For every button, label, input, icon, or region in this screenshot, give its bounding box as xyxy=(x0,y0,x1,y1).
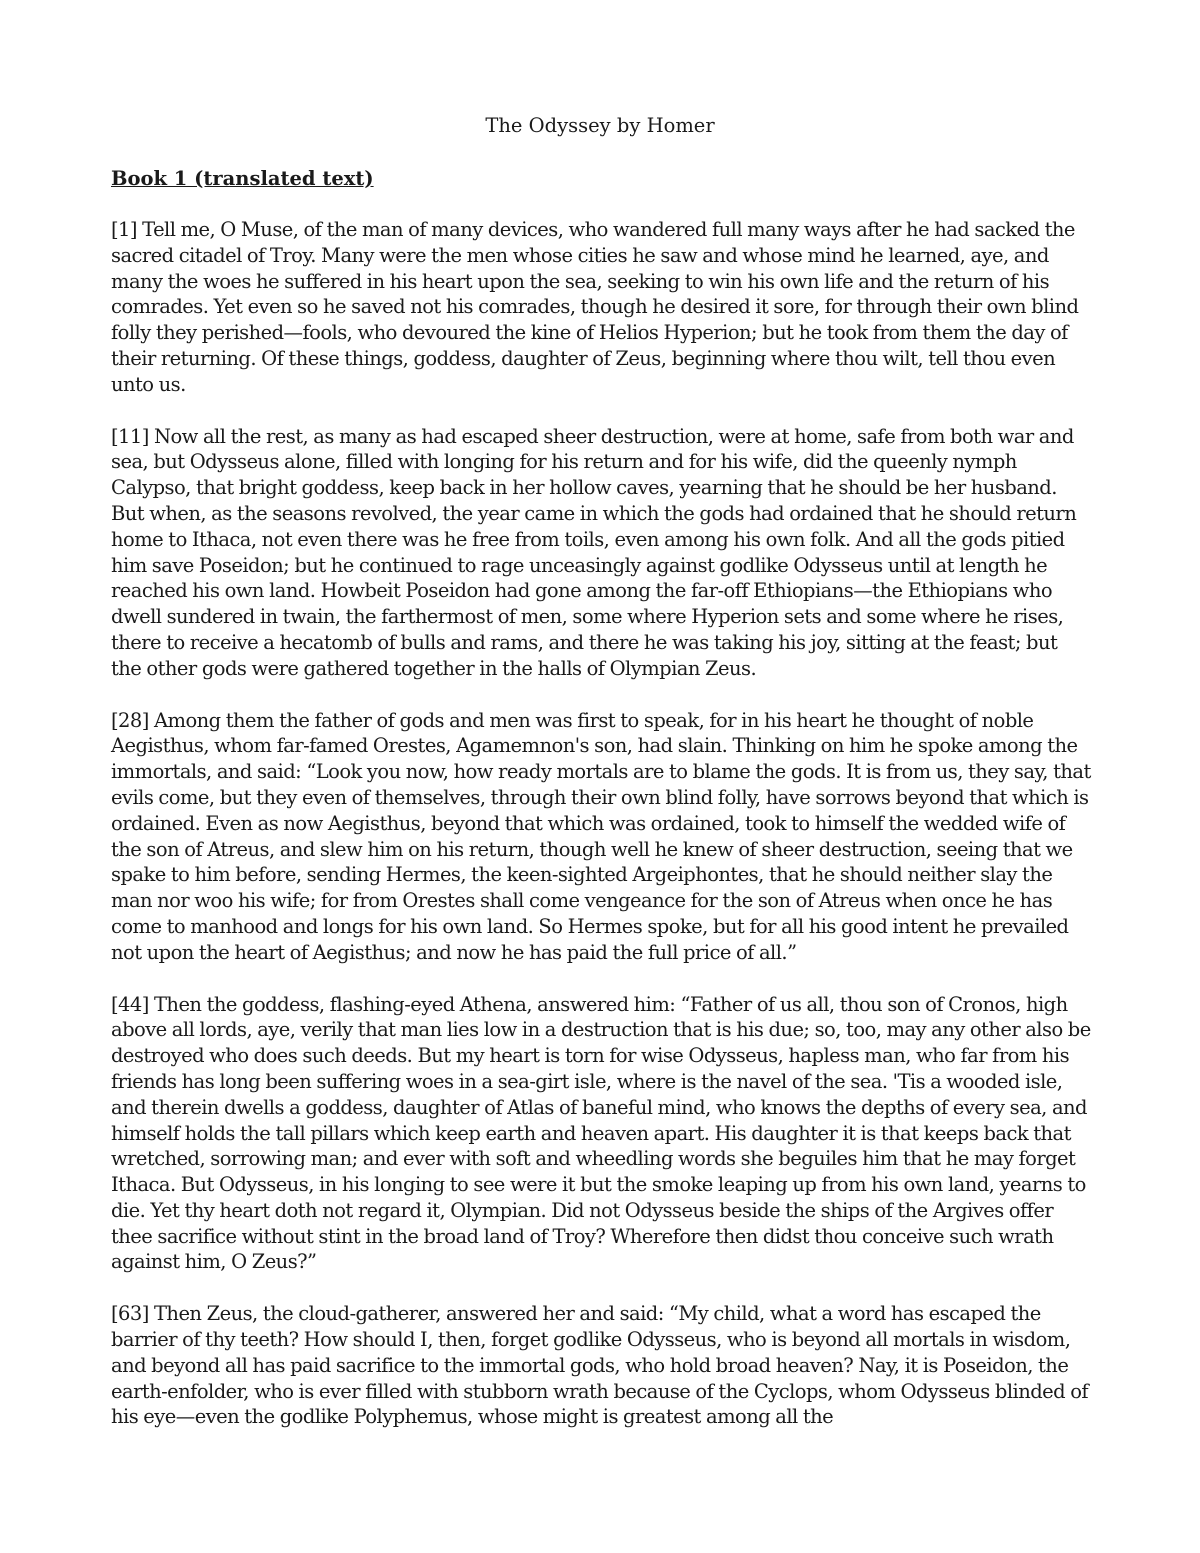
paragraph-11: [11] Now all the rest, as many as had escaped sheer destruction, were at home, safe from both war and sea, but Odysseus alone, filled with longing for his return and for his wife, did the queenly nymph Calypso, that bright goddess, keep back in her hollow caves, yearning that he should be her husband. But when, as the seasons revolved, the year came in which the gods had ordained that he should return home to Ithaca, not even there was he free from toils, even among his own folk. And all the gods pitied him save Poseidon; but he continued to rage unceasingly against godlike Odysseus until at length he reached his own land. Howbeit Poseidon had gone among the far-off Ethiopians—the Ethiopians who dwell sundered in twain, the farthermost of men, some where Hyperion sets and some where he rises, there to receive a hecatomb of bulls and rams, and there he was taking his joy, sitting at the feast; but the other gods were gathered together in the halls of Olympian Zeus. xyxy=(111,424,1077,680)
paragraph-63: [63] Then Zeus, the cloud-gatherer, answered her and said: “My child, what a word has escaped the barrier of thy teeth? How should I, then, forget godlike Odysseus, who is beyond all mortals in wisdom, and beyond all has paid sacrifice to the immortal gods, who hold broad heaven? Nay, it is Poseidon, the earth-enfolder, who is ever filled with stubborn wrath because of the Cyclops, whom Odysseus blinded of his eye—even the godlike Polyphemus, whose might is greatest among all the xyxy=(111,1302,1089,1429)
document-title: The Odyssey by Homer xyxy=(485,114,715,137)
paragraph-28: [28] Among them the father of gods and men was first to speak, for in his heart he thought of noble Aegisthus, whom far-famed Orestes, Agamemnon's son, had slain. Thinking on him he spoke among the immortals, and said: “Look you now, how ready mortals are to blame the gods. It is from us, they say, that evils come, but they even of themselves, through their own blind folly, have sorrows beyond that which is ordained. Even as now Aegisthus, beyond that which was ordained, took to himself the wedded wife of the son of Atreus, and slew him on his return, though well he knew of sheer destruction, seeing that we spake to him before, sending Hermes, the keen-sighted Argeiphontes, that he should neither slay the man nor woo his wife; for from Orestes shall come vengeance for the son of Atreus when once he has come to manhood and longs for his own land. So Hermes spoke, but for all his good intent he prevailed not upon the heart of Aegisthus; and now he has paid the full price of all.” xyxy=(111,708,1091,964)
book-heading: Book 1 (translated text) xyxy=(111,167,374,190)
paragraph-44: [44] Then the goddess, flashing-eyed Athena, answered him: “Father of us all, thou son of Cronos, high above all lords, aye, verily that man lies low in a destruction that is his due; so, too, may any other also be destroyed who does such deeds. But my heart is torn for wise Odysseus, hapless man, who far from his friends has long been suffering woes in a sea-girt isle, where is the navel of the sea. 'Tis a wooded isle, and therein dwells a goddess, daughter of Atlas of baneful mind, who knows the depths of every sea, and himself holds the tall pillars which keep earth and heaven apart. His daughter it is that keeps back that wretched, sorrowing man; and ever with soft and wheedling words she beguiles him that he may forget Ithaca. But Odysseus, in his longing to see were it but the smoke leaping up from his own land, yearns to die. Yet thy heart doth not regard it, Olympian. Did not Odysseus beside the ships of the Argives offer thee sacrifice without stint in the broad land of Troy? Wherefore then didst thou conceive such wrath against him, O Zeus?” xyxy=(111,992,1091,1274)
document-body xyxy=(111,217,1091,1456)
paragraph-1: [1] Tell me, O Muse, of the man of many devices, who wandered full many ways after he had sacked the sacred citadel of Troy. Many were the men whose cities he saw and whose mind he learned, aye, and many the woes he suffered in his heart upon the sea, seeking to win his own life and the return of his comrades. Yet even so he saved not his comrades, though he desired it sore, for through their own blind folly they perished—fools, who devoured the kine of Helios Hyperion; but he took from them the day of their returning. Of these things, goddess, daughter of Zeus, beginning where thou wilt, tell thou even unto us. xyxy=(111,218,1079,396)
